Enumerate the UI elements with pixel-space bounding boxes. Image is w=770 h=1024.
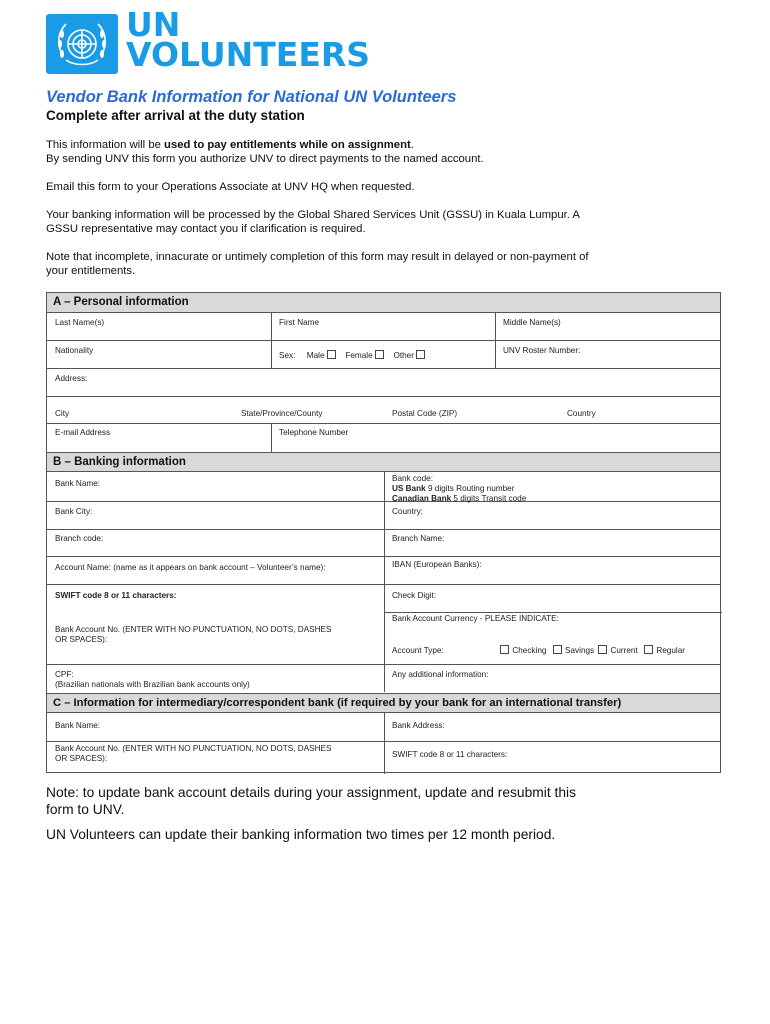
- email-field[interactable]: E-mail Address: [55, 428, 111, 437]
- account-type-options: [392, 645, 685, 656]
- nationality-field[interactable]: Nationality: [55, 346, 94, 355]
- intermediary-bank-name-field[interactable]: Bank Name:: [55, 721, 101, 730]
- bank-country-field[interactable]: Country:: [392, 507, 423, 516]
- cpf-note: (Brazilian nationals with Brazilian bank accounts only): [55, 680, 250, 689]
- sex-options: [279, 350, 428, 361]
- intro-p3-line1: Your banking information will be processed by the Global Shared Services Unit (GSSU) in Kuala Lumpur. A: [46, 209, 580, 221]
- intro-p1-bold: used to pay entitlements while on assignment: [164, 139, 411, 151]
- branch-name-field[interactable]: Branch Name:: [392, 534, 445, 543]
- currency-field[interactable]: Bank Account Currency - PLEASE INDICATE:: [392, 614, 559, 623]
- city-field[interactable]: City: [55, 409, 70, 418]
- intermediary-swift-field[interactable]: SWIFT code 8 or 11 characters:: [392, 750, 508, 759]
- savings-checkbox[interactable]: [553, 645, 562, 654]
- vendor-bank-form: [46, 292, 721, 773]
- note1-line1: Note: to update bank account details during your assignment, update and resubmit this: [46, 785, 576, 800]
- account-no-line1: Bank Account No. (ENTER WITH NO PUNCTUATION, NO DOTS, DASHES: [55, 625, 332, 634]
- page-title: Vendor Bank Information for National UN Volunteers: [46, 88, 457, 106]
- section-c-heading: C – Information for intermediary/correspondent bank (if required by your bank for an international transfer): [47, 693, 720, 713]
- section-a-heading: A – Personal information: [47, 293, 720, 313]
- male-checkbox[interactable]: [327, 350, 336, 359]
- other-checkbox[interactable]: [416, 350, 425, 359]
- intermediary-account-no-line1: Bank Account No. (ENTER WITH NO PUNCTUATION, NO DOTS, DASHES: [55, 744, 332, 753]
- roster-number-field[interactable]: UNV Roster Number:: [503, 346, 581, 355]
- intermediary-account-number-field[interactable]: [55, 744, 331, 764]
- female-checkbox[interactable]: [375, 350, 384, 359]
- intro-p4-line1: Note that incomplete, innacurate or untimely completion of this form may result in delayed or non-payment of: [46, 251, 589, 263]
- regular-label: Regular: [656, 646, 685, 655]
- swift-code-field[interactable]: SWIFT code 8 or 11 characters:: [55, 591, 177, 600]
- logo-line-un: UN: [126, 5, 181, 44]
- bank-account-number-field[interactable]: [55, 625, 331, 645]
- checking-checkbox[interactable]: [500, 645, 509, 654]
- postal-code-field[interactable]: Postal Code (ZIP): [392, 409, 458, 418]
- current-checkbox[interactable]: [598, 645, 607, 654]
- first-name-field[interactable]: First Name: [279, 318, 320, 327]
- regular-checkbox[interactable]: [644, 645, 653, 654]
- savings-label: Savings: [565, 646, 595, 655]
- intro-paragraph-1: [46, 138, 696, 166]
- branch-code-field[interactable]: Branch code:: [55, 534, 104, 543]
- account-no-line2: OR SPACES):: [55, 635, 108, 644]
- sex-label: Sex:: [279, 351, 296, 360]
- account-type-label: Account Type:: [392, 646, 444, 655]
- canadian-bank-desc: 5 digits Transit code: [451, 494, 527, 503]
- intro-p3-line2: GSSU representative may contact you if clarification is required.: [46, 223, 366, 235]
- country-field[interactable]: Country: [567, 409, 596, 418]
- account-name-field[interactable]: Account Name: (name as it appears on bank account – Volunteer’s name):: [55, 563, 326, 572]
- un-volunteers-logo: [46, 5, 396, 74]
- logo-line-volunteers: VOLUNTEERS: [126, 35, 371, 74]
- intro-p1-prefix: This information will be: [46, 139, 165, 151]
- intro-paragraph-2: Email this form to your Operations Associate at UNV HQ when requested.: [46, 181, 415, 193]
- state-field[interactable]: State/Province/County: [241, 409, 323, 418]
- other-label: Other: [393, 351, 414, 360]
- male-label: Male: [306, 351, 325, 360]
- intermediary-account-no-line2: OR SPACES):: [55, 754, 108, 763]
- intro-p1-line2: By sending UNV this form you authorize UNV to direct payments to the named account.: [46, 153, 484, 165]
- check-digit-field[interactable]: Check Digit:: [392, 591, 437, 600]
- address-field[interactable]: Address:: [55, 374, 88, 383]
- note-update-details: [46, 784, 706, 818]
- bank-code-label: Bank code:: [392, 474, 433, 483]
- intro-p1-suffix: .: [410, 139, 414, 151]
- middle-name-field[interactable]: Middle Name(s): [503, 318, 561, 327]
- intermediary-bank-address-field[interactable]: Bank Address:: [392, 721, 445, 730]
- bank-name-field[interactable]: Bank Name:: [55, 479, 101, 488]
- current-label: Current: [610, 646, 638, 655]
- canadian-bank-label: Canadian Bank: [392, 494, 452, 503]
- bank-city-field[interactable]: Bank City:: [55, 507, 93, 516]
- page-subtitle: Complete after arrival at the duty station: [46, 108, 305, 123]
- intro-paragraph-4: [46, 250, 696, 278]
- note1-line2: form to UNV.: [46, 802, 125, 817]
- cpf-label: CPF:: [55, 670, 74, 679]
- us-bank-desc: 9 digits Routing number: [425, 484, 515, 493]
- iban-field[interactable]: IBAN (European Banks):: [392, 560, 482, 569]
- section-b-heading: B – Banking information: [47, 452, 720, 472]
- checking-label: Checking: [512, 646, 547, 655]
- intro-paragraph-3: [46, 208, 696, 236]
- un-emblem-icon: [46, 14, 118, 74]
- note-update-frequency: UN Volunteers can update their banking information two times per 12 month period.: [46, 827, 556, 842]
- intro-p4-line2: your entitlements.: [46, 265, 136, 277]
- female-label: Female: [345, 351, 373, 360]
- bank-code-field[interactable]: [392, 474, 526, 504]
- telephone-field[interactable]: Telephone Number: [279, 428, 349, 437]
- last-name-field[interactable]: Last Name(s): [55, 318, 105, 327]
- us-bank-label: US Bank: [392, 484, 426, 493]
- additional-info-field[interactable]: Any additional information:: [392, 670, 489, 679]
- cpf-field[interactable]: [55, 670, 250, 690]
